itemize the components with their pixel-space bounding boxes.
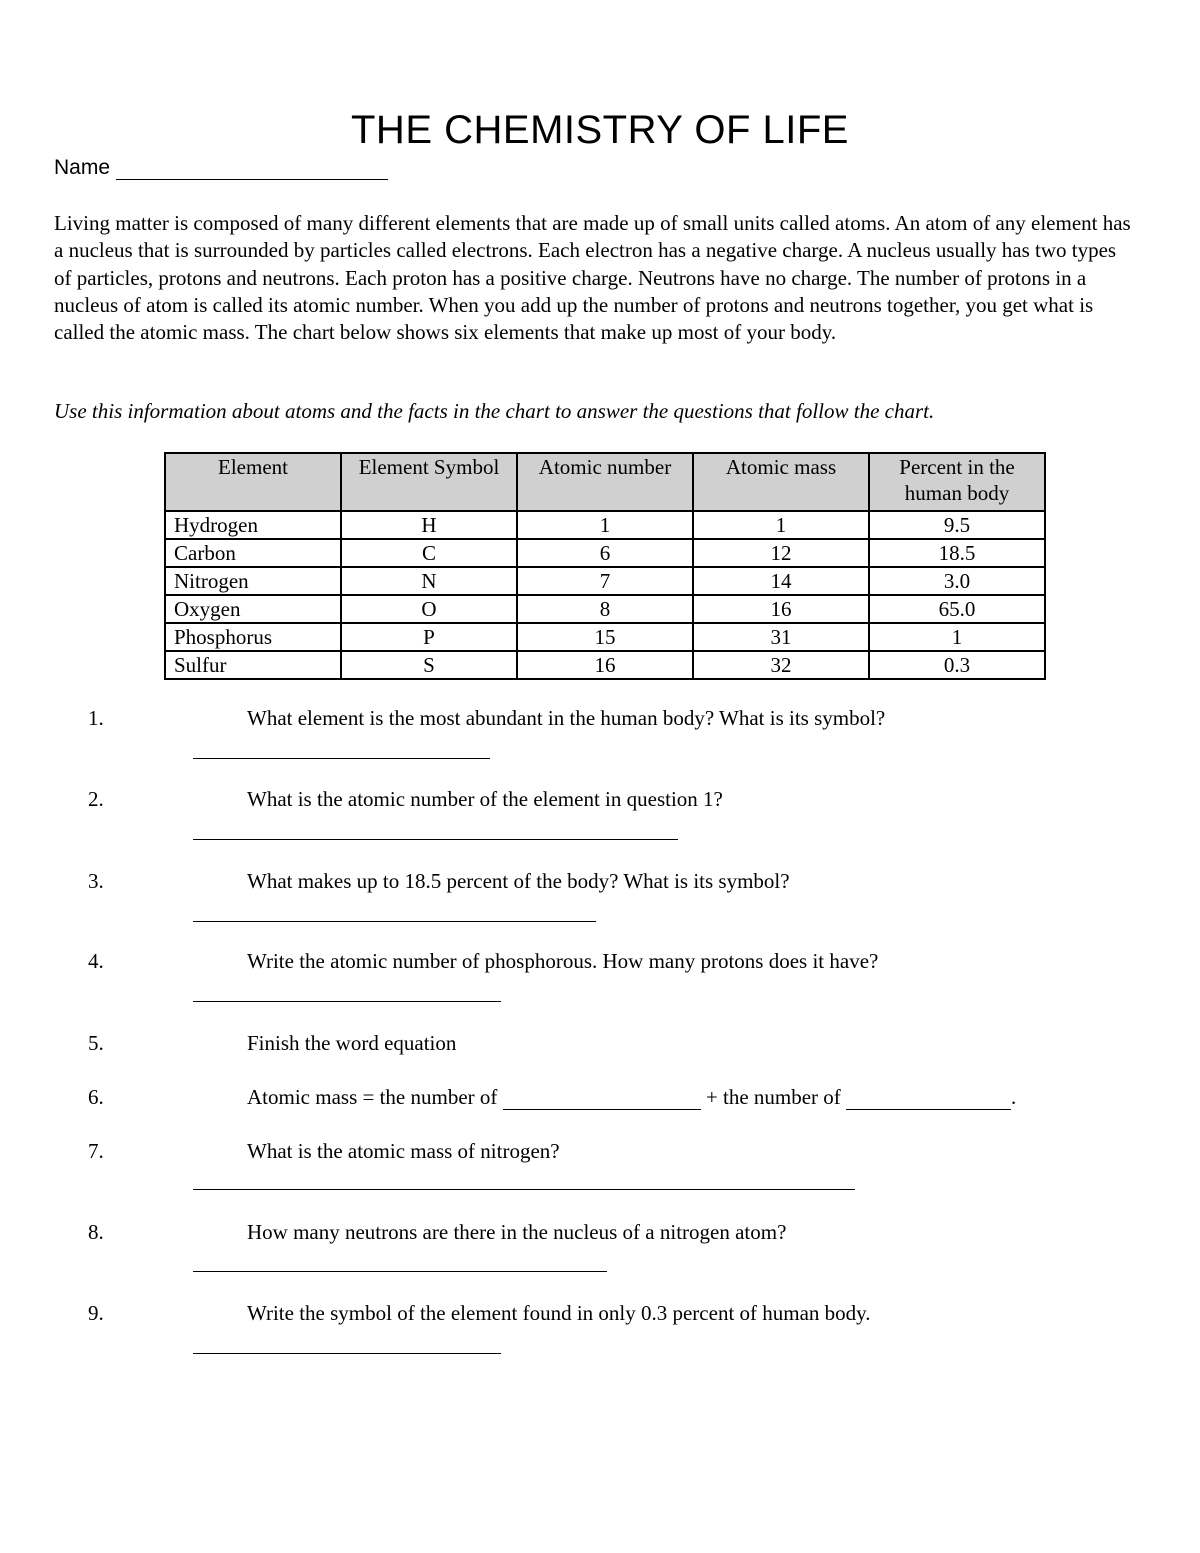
answer-line[interactable] [193,839,678,840]
cell-element: Hydrogen [165,511,341,539]
cell-element: Phosphorus [165,623,341,651]
question-number: 4. [88,949,104,973]
intro-paragraph: Living matter is composed of many different elements that are made up of small units called atoms. An atom of any element has a nucleus that is surrounded by particles called electrons. Each electron has a negative charge. A nucleus usually has two types of particles, protons and neutrons. Each proton has a positive charge. Neutrons have no charge. The number of protons in a nucleus of atom is called its atomic number. When you add up the number of protons and neutrons together, you get what is called the atomic mass. The chart below shows six elements that make up most of your body. [54,211,1131,345]
cell-percent: 18.5 [869,539,1045,567]
cell-atomic-mass: 14 [693,567,869,595]
question-text: Finish the word equation [247,1031,457,1055]
question-number: 8. [88,1220,104,1244]
cell-atomic-number: 8 [517,595,693,623]
header-symbol: Element Symbol [341,453,517,511]
cell-atomic-number: 7 [517,567,693,595]
answer-line[interactable] [193,921,596,922]
question-number: 2. [88,787,104,811]
header-atomic-mass: Atomic mass [693,453,869,511]
cell-atomic-mass: 16 [693,595,869,623]
table-row [165,623,1045,651]
cell-percent: 1 [869,623,1045,651]
answer-line[interactable] [193,1001,501,1002]
question-text: What element is the most abundant in the human body? What is its symbol? [247,706,886,730]
name-blank[interactable] [116,157,388,180]
cell-percent: 0.3 [869,651,1045,679]
cell-atomic-number: 15 [517,623,693,651]
question-text: What is the atomic number of the element in question 1? [247,787,723,811]
question-text: Write the atomic number of phosphorous. How many protons does it have? [247,949,879,973]
cell-symbol: C [341,539,517,567]
question-number: 5. [88,1031,104,1055]
cell-atomic-number: 1 [517,511,693,539]
cell-atomic-mass: 32 [693,651,869,679]
cell-atomic-number: 6 [517,539,693,567]
question-text: What makes up to 18.5 percent of the body? What is its symbol? [247,869,790,893]
cell-symbol: S [341,651,517,679]
table-row [165,651,1045,679]
table-row [165,511,1045,539]
cell-symbol: P [341,623,517,651]
question-number: 3. [88,869,104,893]
question-number: 9. [88,1301,104,1325]
question-text: What is the atomic mass of nitrogen? [247,1139,560,1163]
cell-element: Sulfur [165,651,341,679]
header-atomic-number: Atomic number [517,453,693,511]
cell-element: Oxygen [165,595,341,623]
name-label: Name [54,156,111,179]
equation-blank-1[interactable] [503,1089,701,1110]
instruction-text: Use this information about atoms and the facts in the chart to answer the questions that follow the chart. [54,399,935,423]
header-percent: Percent in the human body [869,453,1045,511]
cell-symbol: H [341,511,517,539]
cell-symbol: O [341,595,517,623]
answer-line[interactable] [193,758,490,759]
question-number: 1. [88,706,104,730]
equation-part-a: Atomic mass = the number of [247,1085,498,1109]
question-text [247,1085,1016,1110]
cell-element: Carbon [165,539,341,567]
cell-percent: 9.5 [869,511,1045,539]
header-element: Element [165,453,341,511]
question-number: 6. [88,1085,104,1109]
name-field-row [54,156,388,180]
equation-blank-2[interactable] [846,1089,1011,1110]
answer-line[interactable] [193,1271,607,1272]
answer-line[interactable] [193,1353,501,1354]
table-header-row [165,453,1045,511]
cell-symbol: N [341,567,517,595]
cell-element: Nitrogen [165,567,341,595]
question-number: 7. [88,1139,104,1163]
cell-percent: 3.0 [869,567,1045,595]
equation-part-b: + the number of [705,1085,841,1109]
cell-atomic-number: 16 [517,651,693,679]
answer-line[interactable] [193,1189,855,1190]
table-row [165,567,1045,595]
cell-percent: 65.0 [869,595,1045,623]
table-row [165,539,1045,567]
table-row [165,595,1045,623]
elements-table [164,452,1046,680]
cell-atomic-mass: 1 [693,511,869,539]
equation-period: . [1011,1085,1017,1109]
question-text: How many neutrons are there in the nucleus of a nitrogen atom? [247,1220,787,1244]
cell-atomic-mass: 31 [693,623,869,651]
question-text: Write the symbol of the element found in only 0.3 percent of human body. [247,1301,871,1325]
page-title: THE CHEMISTRY OF LIFE [351,108,849,152]
cell-atomic-mass: 12 [693,539,869,567]
